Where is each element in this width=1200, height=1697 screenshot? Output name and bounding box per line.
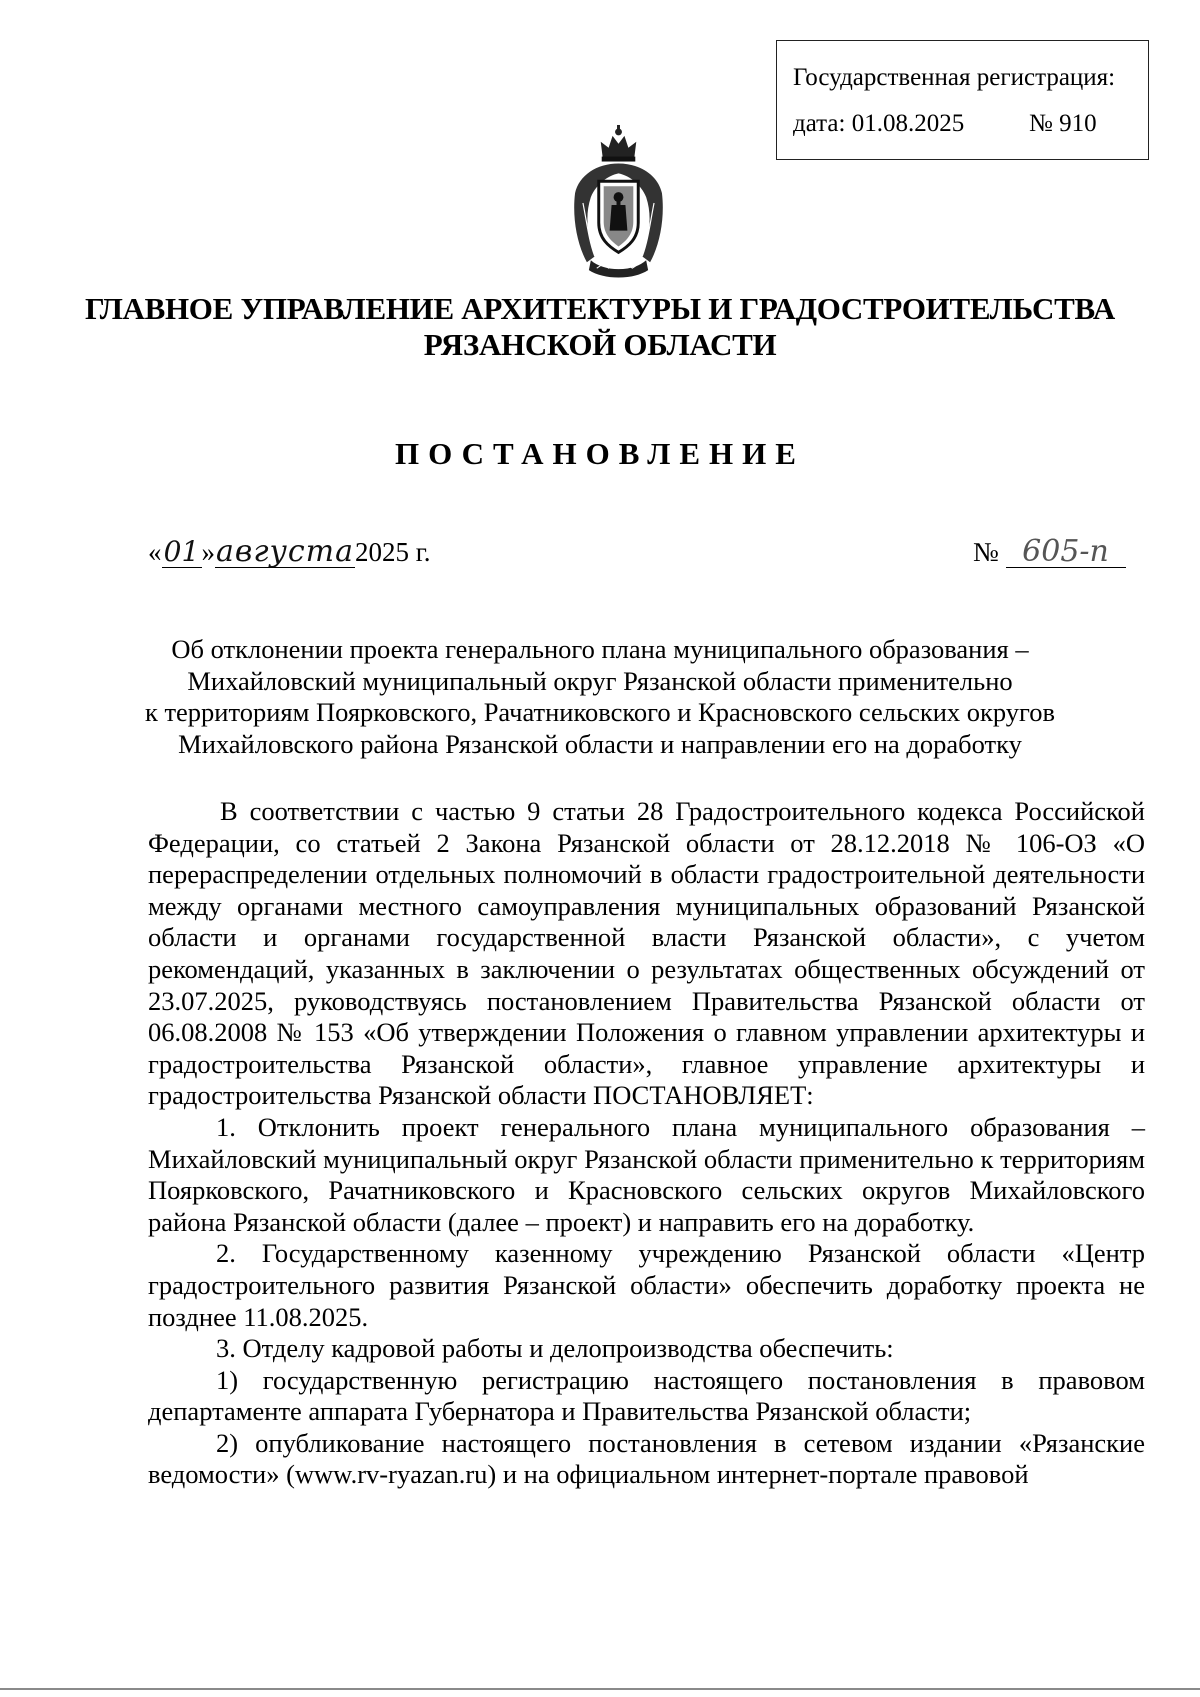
preamble-paragraph: В соответствии с частью 9 статьи 28 Градостроительного кодекса Российской Федерации, со статьей 2 Закона Рязанской области от 28.12.2018 № 106-ОЗ «О перераспределении отдельных полномочий в области градостроительной деятельности между органами местного самоуправления муниципальных образований Рязанской области и органами государственной власти Рязанской области», с учетом рекомендаций, указанных в заключении о результатах общественных обсуждений от 23.07.2025, руководствуясь постановлением Правительства Рязанской области от 06.08.2008 № 153 «Об утверждении Положения о главном управлении архитектуры и градостроительства Рязанской области», главное управление архитектуры и градостроительства Рязанской области ПОСТАНОВЛЯЕТ: bbox=[148, 796, 1145, 1111]
registration-date: дата: 01.08.2025 bbox=[793, 110, 965, 137]
clause-3-subitem-2: 2) опубликование настоящего постановления в сетевом издании «Рязанские ведомости» (www.rv-ryazan.ru) и на официальном интернет-портале правовой bbox=[148, 1427, 1145, 1490]
organization-title bbox=[60, 291, 1140, 363]
subject-line-2: Михайловский муниципальный округ Рязанской области применительно bbox=[187, 665, 1013, 696]
handwritten-month: августа bbox=[215, 534, 355, 569]
handwritten-number: 605-п bbox=[1006, 537, 1126, 568]
date-year: 2025 г. bbox=[355, 537, 431, 567]
clause-3-subitem-1: 1) государственную регистрацию настоящего постановления в правовом департаменте аппарата Губернатора и Правительства Рязанской области; bbox=[148, 1364, 1145, 1427]
subject-line-4: Михайловского района Рязанской области и направлении его на доработку bbox=[178, 728, 1022, 759]
registration-stamp bbox=[776, 40, 1149, 160]
clause-1: 1. Отклонить проект генерального плана муниципального образования – Михайловский муниципальный округ Рязанской области применительно к территориям Поярковского, Рачатниковского и Красновского сельских округов Михайловского района Рязанской области (далее – проект) и направить его на доработку. bbox=[148, 1111, 1145, 1237]
document-body bbox=[148, 796, 1145, 1491]
document-type-heading: ПОСТАНОВЛЕНИЕ bbox=[395, 436, 805, 471]
registration-number: № 910 bbox=[1029, 110, 1097, 137]
page-bottom-edge bbox=[0, 1688, 1200, 1690]
clause-2: 2. Государственному казенному учреждению Рязанской области «Центр градостроительного развития Рязанской области» обеспечить доработку проекта не позднее 11.08.2025. bbox=[148, 1238, 1145, 1332]
coat-of-arms-icon bbox=[569, 124, 668, 282]
subject-line-3: к территориям Поярковского, Рачатниковского и Красновского сельских округов bbox=[144, 697, 1056, 727]
subject-line-1: Об отклонении проекта генерального плана муниципального образования – bbox=[171, 634, 1029, 664]
number-label: № bbox=[973, 537, 999, 567]
document-date bbox=[148, 532, 431, 572]
date-close-quote: » bbox=[201, 537, 215, 567]
clause-3: 3. Отделу кадровой работы и делопроизводства обеспечить: bbox=[216, 1333, 894, 1364]
date-open-quote: « bbox=[148, 537, 162, 567]
organization-title-line-1: ГЛАВНОЕ УПРАВЛЕНИЕ АРХИТЕКТУРЫ И ГРАДОСТРОИТЕЛЬСТВА bbox=[84, 291, 1115, 326]
document-subject bbox=[60, 634, 1140, 760]
document-number bbox=[973, 532, 1126, 572]
handwritten-day: 01 bbox=[162, 537, 202, 568]
organization-title-line-2: РЯЗАНСКОЙ ОБЛАСТИ bbox=[423, 327, 777, 362]
registration-title: Государственная регистрация: bbox=[793, 64, 1116, 91]
